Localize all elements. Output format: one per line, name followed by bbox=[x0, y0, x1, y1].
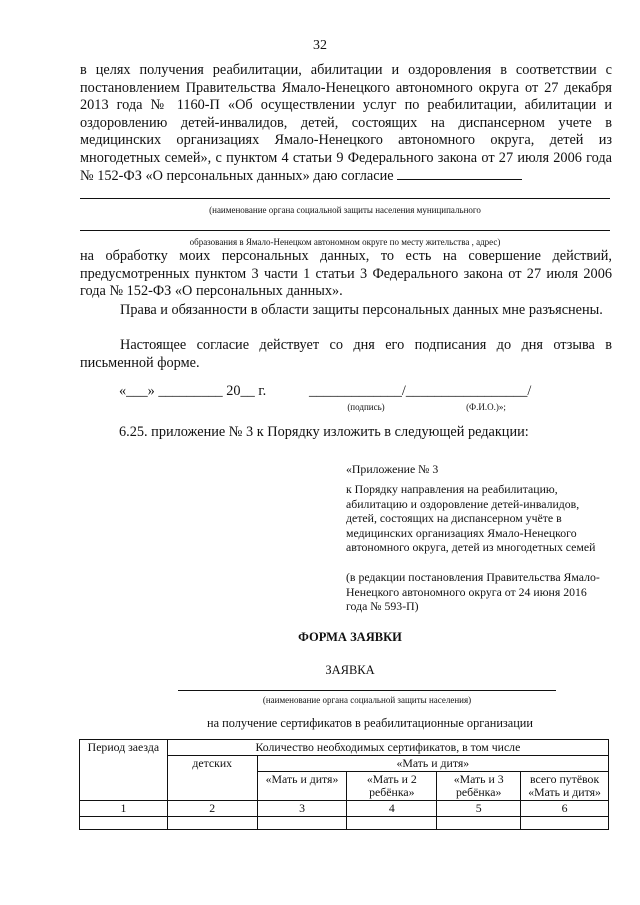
form-subtitle: ЗАЯВКА bbox=[325, 663, 375, 677]
consent-fill-line bbox=[397, 167, 522, 180]
col-number: 4 bbox=[347, 801, 437, 817]
agency-line-1 bbox=[80, 198, 610, 199]
appendix-body: к Порядку направления на реабилитацию, абилитацию и оздоровление детей-инвалидов, детей, состоящих на диспансерном учёте в медицинских организациях Ямало-Ненецкого автономного округа, детей из многодетных семей bbox=[346, 482, 596, 555]
header-mc1: «Мать и дитя» bbox=[257, 772, 347, 801]
agency-caption-2: образования в Ямало-Ненецком автономном округе по месту жительства , адрес) bbox=[189, 237, 501, 247]
table-cell bbox=[521, 817, 609, 830]
item-6-25: 6.25. приложение № 3 к Порядку изложить в следующей редакции: bbox=[119, 424, 529, 440]
col-number: 6 bbox=[521, 801, 609, 817]
certificates-table bbox=[79, 739, 609, 830]
form-agency-line bbox=[178, 690, 556, 691]
fio-label: (Ф.И.О.)»; bbox=[466, 402, 506, 412]
appendix-title: «Приложение № 3 bbox=[346, 462, 439, 476]
col-number: 3 bbox=[257, 801, 347, 817]
processing-paragraph: на обработку моих персональных данных, то есть на совершение действий, предусмотренных пунктом 3 части 1 статьи 3 Федерального закона от 27 июля 2006 года № 152-ФЗ «О персональных данных». bbox=[80, 248, 612, 299]
rights-text: Права и обязанности в области защиты персональных данных мне разъяснены. bbox=[120, 302, 603, 318]
consent-paragraph bbox=[80, 62, 612, 186]
header-quantity: Количество необходимых сертификатов, в том числе bbox=[167, 740, 608, 756]
table-cell bbox=[347, 817, 437, 830]
col-number: 5 bbox=[437, 801, 521, 817]
page-number: 32 bbox=[313, 38, 327, 53]
header-mc3: «Мать и 3 ребёнка» bbox=[437, 772, 521, 801]
rights-paragraph bbox=[80, 302, 612, 320]
table-number-row bbox=[80, 801, 609, 817]
table-cell bbox=[80, 817, 168, 830]
header-children: детских bbox=[167, 756, 257, 801]
signature-date: «___» _________ 20__ г. bbox=[119, 383, 267, 399]
validity-paragraph bbox=[80, 337, 612, 372]
header-period: Период заезда bbox=[80, 740, 168, 801]
validity-text: Настоящее согласие действует со дня его подписания до дня отзыва в письменной форме. bbox=[80, 337, 612, 371]
table-cell bbox=[167, 817, 257, 830]
signature-lines: _____________/_________________/ bbox=[309, 383, 532, 399]
form-purpose: на получение сертификатов в реабилитационные организации bbox=[207, 716, 533, 730]
col-number: 1 bbox=[80, 801, 168, 817]
form-agency-caption: (наименование органа социальной защиты населения) bbox=[262, 695, 472, 705]
table-header-row bbox=[80, 740, 609, 756]
table-cell bbox=[257, 817, 347, 830]
table-row bbox=[80, 817, 609, 830]
agency-line-2 bbox=[80, 230, 610, 231]
appendix-edition: (в редакции постановления Правительства Ямало-Ненецкого автономного округа от 24 июня 2016 года № 593-П) bbox=[346, 570, 600, 614]
header-mother-child: «Мать и дитя» bbox=[257, 756, 608, 772]
header-total: всего путёвок «Мать и дитя» bbox=[521, 772, 609, 801]
col-number: 2 bbox=[167, 801, 257, 817]
form-title: ФОРМА ЗАЯВКИ bbox=[298, 630, 402, 644]
signature-label: (подпись) bbox=[347, 402, 385, 412]
header-mc2: «Мать и 2 ребёнка» bbox=[347, 772, 437, 801]
consent-text: в целях получения реабилитации, абилитации и оздоровления в соответствии с постановлением Правительства Ямало-Ненецкого автономного округа от 27 декабря 2013 года № 1160-П «Об осуществлении услуг по реабилитации, абилитации и оздоровлению детей-инвалидов, детей, состоящих на диспансерном учете в медицинских организациях Ямало-Ненецкого автономного округа, детей из многодетных семей», с пунктом 4 статьи 9 Федерального закона от 27 июля 2006 года № 152-ФЗ «О персональных данных» даю согласие bbox=[80, 62, 612, 184]
table-cell bbox=[437, 817, 521, 830]
agency-caption-1: (наименование органа социальной защиты населения муниципального bbox=[209, 205, 481, 215]
